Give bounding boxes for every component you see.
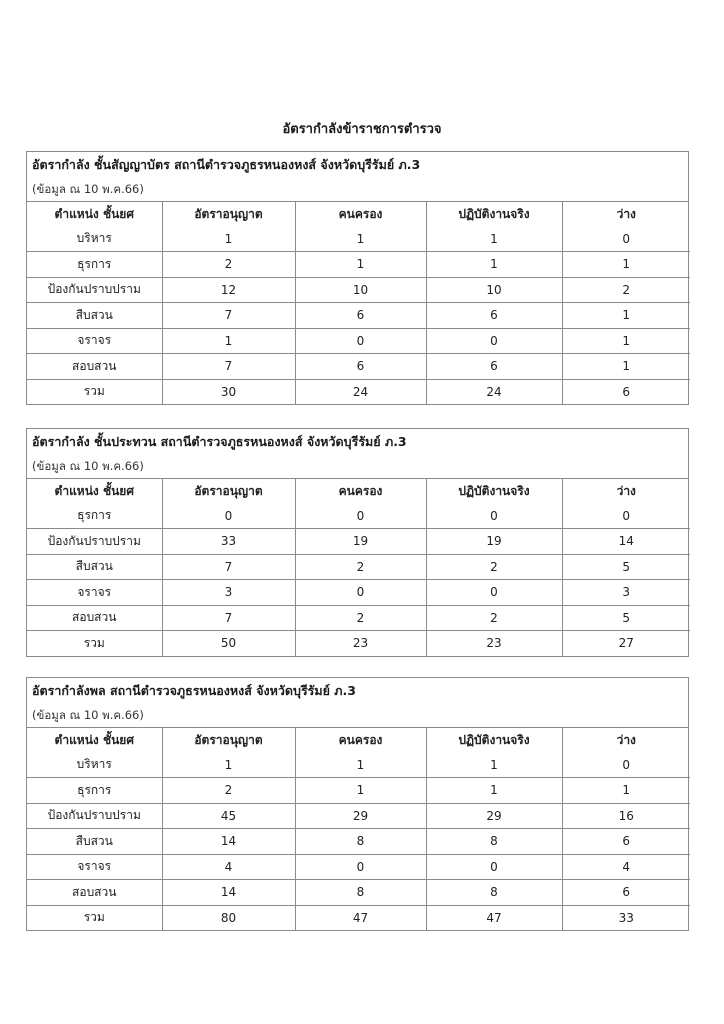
table-row	[27, 803, 690, 829]
cell-on-duty: 1	[426, 252, 562, 278]
cell-on-duty: 0	[426, 580, 562, 606]
column-header-authorized: อัตราอนุญาต	[162, 202, 295, 227]
column-header-occupied: คนครอง	[295, 202, 426, 227]
cell-on-duty: 23	[426, 631, 562, 656]
header-row	[27, 479, 690, 504]
cell-vacant: 2	[562, 277, 690, 303]
table-row	[27, 252, 690, 278]
cell-occupied: 1	[295, 252, 426, 278]
cell-authorized: 14	[162, 829, 295, 855]
cell-on-duty: 29	[426, 803, 562, 829]
cell-occupied: 8	[295, 880, 426, 906]
table-row	[27, 354, 690, 380]
cell-vacant: 0	[562, 227, 690, 252]
cell-occupied: 2	[295, 554, 426, 580]
cell-authorized: 14	[162, 880, 295, 906]
table-row	[27, 227, 690, 252]
cell-position-rank: บริหาร	[27, 227, 162, 252]
cell-on-duty: 0	[426, 854, 562, 880]
cell-position-rank: ป้องกันปราบปราม	[27, 529, 162, 555]
table-header-row	[27, 728, 690, 753]
cell-vacant: 1	[562, 778, 690, 804]
column-header-vacant: ว่าง	[616, 483, 636, 498]
cell-on-duty: 19	[426, 529, 562, 555]
cell-position-rank: สืบสวน	[27, 554, 162, 580]
data-table	[27, 728, 690, 930]
cell-vacant: 16	[562, 803, 690, 829]
cell-occupied: 1	[295, 753, 426, 778]
data-as-of-date: (ข้อมูล ณ 10 พ.ค.66)	[32, 459, 144, 473]
column-header-vacant: ว่าง	[616, 206, 636, 221]
cell-vacant: 1	[562, 328, 690, 354]
cell-vacant: 33	[618, 910, 634, 925]
cell-on-duty: 2	[426, 554, 562, 580]
cell-vacant: 0	[562, 504, 690, 529]
table-row	[27, 753, 690, 778]
table-heading: อัตรากำลัง ชั้นประทวน สถานีตำรวจภูธรหนองหงส์ จังหวัดบุรีรัมย์ ภ.3	[32, 434, 407, 449]
table-caption	[27, 152, 688, 202]
cell-position-rank: จราจร	[27, 328, 162, 354]
cell-occupied: 0	[295, 580, 426, 606]
cell-position-rank: สอบสวน	[27, 354, 162, 380]
staffing-table-total	[26, 677, 689, 931]
header-row	[27, 202, 690, 227]
cell-occupied: 0	[295, 854, 426, 880]
cell-occupied: 29	[295, 803, 426, 829]
cell-vacant: 3	[562, 580, 690, 606]
table-heading: อัตรากำลังพล สถานีตำรวจภูธรหนองหงส์ จังหวัดบุรีรัมย์ ภ.3	[32, 683, 356, 698]
column-header-authorized: อัตราอนุญาต	[162, 479, 295, 504]
column-header-authorized: อัตราอนุญาต	[162, 728, 295, 753]
cell-position-rank: ธุรการ	[27, 778, 162, 804]
total-row	[27, 379, 690, 404]
cell-authorized: 0	[162, 504, 295, 529]
cell-occupied: 0	[295, 328, 426, 354]
column-header-on-duty: ปฏิบัติงานจริง	[426, 479, 562, 504]
cell-on-duty: 6	[426, 303, 562, 329]
cell-vacant: 6	[562, 829, 690, 855]
cell-position-rank: รวม	[27, 379, 162, 404]
table-row	[27, 303, 690, 329]
table-row	[27, 328, 690, 354]
cell-position-rank: จราจร	[27, 580, 162, 606]
cell-vacant: 5	[562, 605, 690, 631]
column-header-position-rank: ตำแหน่ง ชั้นยศ	[27, 728, 162, 753]
cell-authorized: 4	[162, 854, 295, 880]
cell-occupied: 6	[295, 303, 426, 329]
cell-vacant: 1	[562, 303, 690, 329]
cell-authorized: 12	[162, 277, 295, 303]
cell-position-rank: สอบสวน	[27, 880, 162, 906]
cell-position-rank: จราจร	[27, 854, 162, 880]
cell-authorized: 1	[162, 328, 295, 354]
cell-position-rank: สืบสวน	[27, 303, 162, 329]
cell-occupied: 23	[295, 631, 426, 656]
total-row	[27, 905, 690, 930]
cell-vacant: 1	[562, 354, 690, 380]
cell-authorized: 30	[162, 379, 295, 404]
total-row	[27, 631, 690, 656]
data-as-of-date: (ข้อมูล ณ 10 พ.ค.66)	[32, 182, 144, 196]
cell-authorized: 1	[162, 227, 295, 252]
table-row	[27, 529, 690, 555]
cell-on-duty: 1	[426, 227, 562, 252]
staffing-table-non-commissioned	[26, 428, 689, 657]
cell-vacant: 1	[562, 252, 690, 278]
column-header-position-rank: ตำแหน่ง ชั้นยศ	[27, 479, 162, 504]
table-row	[27, 854, 690, 880]
staffing-table-commissioned	[26, 151, 689, 405]
table-header-row	[27, 479, 690, 504]
cell-on-duty: 10	[426, 277, 562, 303]
cell-on-duty: 8	[426, 829, 562, 855]
table-header-row	[27, 202, 690, 227]
cell-authorized: 80	[162, 905, 295, 930]
cell-authorized: 7	[162, 554, 295, 580]
cell-position-rank: รวม	[27, 905, 162, 930]
header-row	[27, 728, 690, 753]
cell-authorized: 2	[162, 778, 295, 804]
cell-vacant: 27	[618, 636, 634, 651]
cell-authorized: 1	[162, 753, 295, 778]
cell-on-duty: 1	[426, 753, 562, 778]
column-header-on-duty: ปฏิบัติงานจริง	[426, 728, 562, 753]
cell-authorized: 45	[162, 803, 295, 829]
cell-authorized: 7	[162, 354, 295, 380]
cell-authorized: 3	[162, 580, 295, 606]
cell-position-rank: รวม	[27, 631, 162, 656]
cell-occupied: 10	[295, 277, 426, 303]
cell-vacant: 14	[562, 529, 690, 555]
cell-vacant: 6	[562, 880, 690, 906]
cell-position-rank: ป้องกันปราบปราม	[27, 277, 162, 303]
cell-position-rank: สอบสวน	[27, 605, 162, 631]
table-caption	[27, 678, 688, 728]
cell-authorized: 50	[162, 631, 295, 656]
cell-authorized: 7	[162, 303, 295, 329]
cell-authorized: 33	[162, 529, 295, 555]
cell-position-rank: บริหาร	[27, 753, 162, 778]
cell-occupied: 8	[295, 829, 426, 855]
table-row	[27, 504, 690, 529]
table-row	[27, 829, 690, 855]
column-header-occupied: คนครอง	[295, 479, 426, 504]
data-as-of-date: (ข้อมูล ณ 10 พ.ค.66)	[32, 708, 144, 722]
table-row	[27, 880, 690, 906]
cell-on-duty: 6	[426, 354, 562, 380]
cell-on-duty: 8	[426, 880, 562, 906]
cell-on-duty: 0	[426, 328, 562, 354]
table-row	[27, 554, 690, 580]
cell-on-duty: 2	[426, 605, 562, 631]
cell-occupied: 1	[295, 227, 426, 252]
table-row	[27, 580, 690, 606]
column-header-occupied: คนครอง	[295, 728, 426, 753]
column-header-position-rank: ตำแหน่ง ชั้นยศ	[27, 202, 162, 227]
cell-authorized: 7	[162, 605, 295, 631]
data-table	[27, 202, 690, 404]
column-header-on-duty: ปฏิบัติงานจริง	[426, 202, 562, 227]
cell-occupied: 2	[295, 605, 426, 631]
cell-position-rank: ป้องกันปราบปราม	[27, 803, 162, 829]
cell-occupied: 6	[295, 354, 426, 380]
cell-position-rank: สืบสวน	[27, 829, 162, 855]
cell-on-duty: 47	[426, 905, 562, 930]
cell-occupied: 47	[295, 905, 426, 930]
table-heading: อัตรากำลัง ชั้นสัญญาบัตร สถานีตำรวจภูธรหนองหงส์ จังหวัดบุรีรัมย์ ภ.3	[32, 157, 421, 172]
column-header-vacant: ว่าง	[616, 732, 636, 747]
data-table	[27, 479, 690, 656]
cell-occupied: 1	[295, 778, 426, 804]
cell-position-rank: ธุรการ	[27, 504, 162, 529]
cell-vacant: 6	[622, 384, 631, 399]
cell-position-rank: ธุรการ	[27, 252, 162, 278]
table-row	[27, 277, 690, 303]
cell-vacant: 5	[562, 554, 690, 580]
cell-on-duty: 1	[426, 778, 562, 804]
cell-occupied: 0	[295, 504, 426, 529]
table-row	[27, 605, 690, 631]
table-row	[27, 778, 690, 804]
cell-authorized: 2	[162, 252, 295, 278]
cell-on-duty: 24	[426, 379, 562, 404]
cell-on-duty: 0	[426, 504, 562, 529]
cell-occupied: 19	[295, 529, 426, 555]
table-caption	[27, 429, 688, 479]
document-title: อัตรากำลังข้าราชการตำรวจ	[282, 122, 442, 137]
cell-vacant: 4	[562, 854, 690, 880]
cell-occupied: 24	[295, 379, 426, 404]
cell-vacant: 0	[562, 753, 690, 778]
